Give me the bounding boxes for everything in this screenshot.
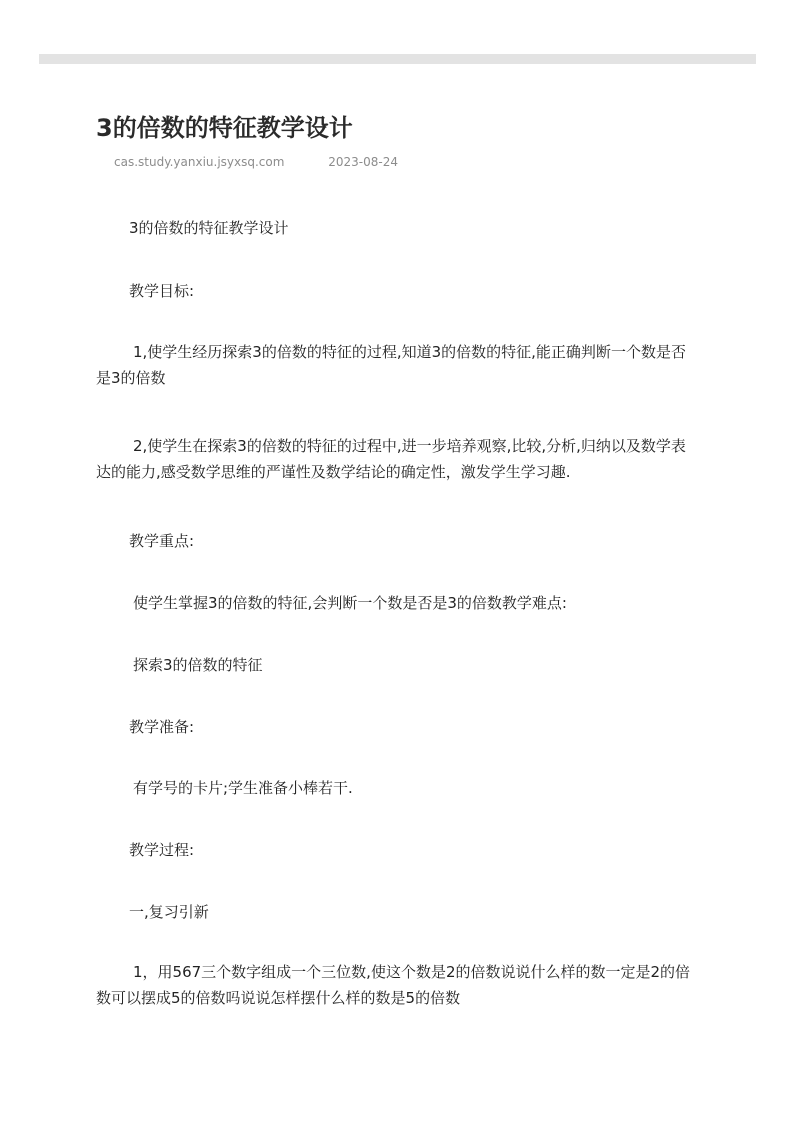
paragraph-goals-heading: 教学目标: bbox=[129, 282, 195, 300]
paragraph-step-1: 1，用567三个数字组成一个三位数,使这个数是2的倍数说说什么样的数一定是2的倍数可以摆成5的倍数吗说说怎样摆什么样的数是5的倍数 bbox=[96, 963, 691, 1007]
article-meta bbox=[114, 155, 398, 169]
paragraph-difficulty: 探索3的倍数的特征 bbox=[133, 656, 263, 674]
paragraph-goal-1: 1,使学生经历探索3的倍数的特征的过程,知道3的倍数的特征,能正确判断一个数是否是3的倍数 bbox=[96, 343, 686, 387]
publish-date: 2023-08-24 bbox=[328, 155, 398, 169]
paragraph-doc-title: 3的倍数的特征教学设计 bbox=[129, 219, 289, 237]
paragraph-prep-heading: 教学准备: bbox=[129, 718, 195, 736]
top-divider-bar bbox=[39, 54, 756, 64]
paragraph-prep: 有学号的卡片;学生准备小棒若干. bbox=[133, 779, 353, 797]
page-title: 3的倍数的特征教学设计 bbox=[96, 114, 353, 142]
paragraph-goal-2: 2,使学生在探索3的倍数的特征的过程中,进一步培养观察,比较,分析,归纳以及数学表达的能力,感受数学思维的严谨性及数学结论的确定性，激发学生学习趣. bbox=[96, 437, 686, 481]
paragraph-key-points-heading: 教学重点: bbox=[129, 532, 195, 550]
paragraph-key-points: 使学生掌握3的倍数的特征,会判断一个数是否是3的倍数教学难点: bbox=[133, 594, 567, 612]
paragraph-section-1: 一,复习引新 bbox=[129, 903, 209, 921]
paragraph-process-heading: 教学过程: bbox=[129, 841, 195, 859]
source-domain: cas.study.yanxiu.jsyxsq.com bbox=[114, 155, 285, 169]
